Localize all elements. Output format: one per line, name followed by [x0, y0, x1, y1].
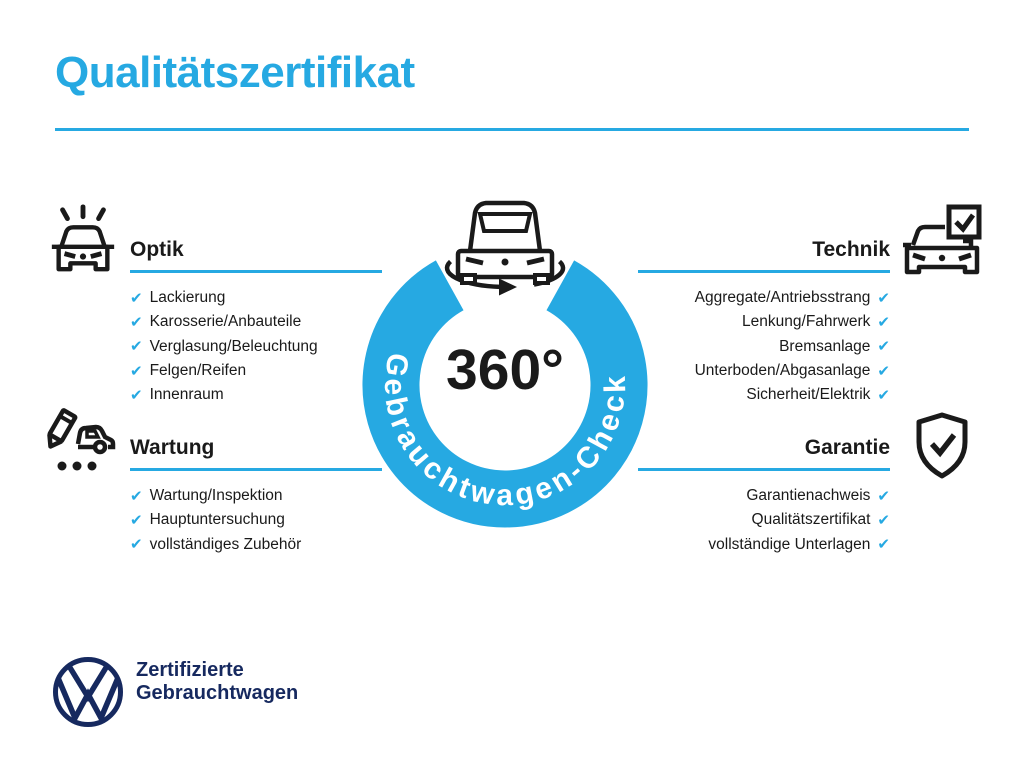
- check-item-label: Hauptuntersuchung: [149, 511, 285, 529]
- check-item-label: Garantienachweis: [746, 487, 871, 505]
- check-icon: ✔: [130, 385, 143, 404]
- section-optik: [130, 238, 382, 407]
- section-technik: [638, 238, 890, 407]
- checklist: [130, 484, 382, 557]
- check-item: [638, 484, 890, 508]
- check-item: [638, 359, 890, 383]
- page-title: Qualitätszertifikat: [55, 48, 415, 97]
- check-item: [638, 286, 890, 310]
- check-item: [130, 335, 382, 359]
- check-icon: ✔: [130, 337, 143, 356]
- brand-text: [136, 659, 298, 705]
- section-garantie: [638, 436, 890, 557]
- section-title: Wartung: [130, 436, 215, 459]
- car-checkbox-icon: [901, 203, 983, 281]
- check-item-label: Sicherheit/Elektrik: [746, 386, 871, 404]
- check-icon: ✔: [877, 510, 890, 529]
- check-item: [638, 335, 890, 359]
- section-title: Optik: [130, 238, 184, 261]
- check-item-label: Verglasung/Beleuchtung: [149, 337, 318, 355]
- check-icon: ✔: [130, 361, 143, 380]
- check-icon: ✔: [877, 312, 890, 331]
- section-title: Garantie: [804, 436, 890, 459]
- section-divider: [638, 468, 890, 471]
- check-icon: ✔: [877, 288, 890, 307]
- check-icon: ✔: [877, 486, 890, 505]
- checklist: [130, 286, 382, 407]
- check-item-label: vollständige Unterlagen: [708, 535, 871, 553]
- checklist: [638, 286, 890, 407]
- check-item-label: Innenraum: [149, 386, 224, 404]
- check-item-label: Lackierung: [149, 289, 226, 307]
- brand-line2: Gebrauchtwagen: [136, 682, 299, 704]
- check-icon: ✔: [877, 337, 890, 356]
- section-divider: [638, 270, 890, 273]
- vw-logo: [52, 656, 124, 728]
- check-icon: ✔: [130, 510, 143, 529]
- shield-check-icon: [908, 410, 976, 482]
- check-item-label: Unterboden/Abgasanlage: [694, 362, 871, 380]
- check-icon: ✔: [130, 486, 143, 505]
- check-item-label: Wartung/Inspektion: [149, 487, 283, 505]
- check-item: [638, 508, 890, 532]
- check-item: [130, 310, 382, 334]
- check-icon: ✔: [877, 361, 890, 380]
- header-divider: [55, 128, 969, 131]
- check-item-label: Bremsanlage: [779, 337, 871, 355]
- check-item: [130, 359, 382, 383]
- check-item: [130, 484, 382, 508]
- check-icon: ✔: [130, 535, 143, 554]
- section-divider: [130, 270, 382, 273]
- check-item: [130, 508, 382, 532]
- 360-label: 360°: [446, 338, 564, 402]
- check-item: [638, 533, 890, 557]
- check-icon: ✔: [130, 312, 143, 331]
- checklist: [638, 484, 890, 557]
- check-icon: ✔: [877, 535, 890, 554]
- ring-label: Gebrauchtwagen-Check: [377, 350, 633, 513]
- check-item: [130, 286, 382, 310]
- check-icon: ✔: [877, 385, 890, 404]
- check-icon: ✔: [130, 288, 143, 307]
- check-item-label: Felgen/Reifen: [149, 362, 247, 380]
- check-item: [130, 383, 382, 407]
- check-item-label: vollständiges Zubehör: [149, 535, 302, 553]
- brand-line1: Zertifizierte: [136, 659, 244, 681]
- section-divider: [130, 468, 382, 471]
- 360-check-badge: [350, 180, 670, 540]
- section-wartung: [130, 436, 382, 557]
- check-item-label: Qualitätszertifikat: [751, 511, 871, 529]
- check-item: [130, 533, 382, 557]
- section-title: Technik: [812, 238, 890, 261]
- check-item-label: Lenkung/Fahrwerk: [742, 313, 871, 331]
- pencil-car-icon: [42, 406, 120, 478]
- car-360-rotation-icon: [447, 203, 563, 296]
- check-item-label: Aggregate/Antriebsstrang: [694, 289, 871, 307]
- check-item: [638, 383, 890, 407]
- check-item: [638, 310, 890, 334]
- check-item-label: Karosserie/Anbauteile: [149, 313, 302, 331]
- car-shine-icon: [46, 203, 120, 277]
